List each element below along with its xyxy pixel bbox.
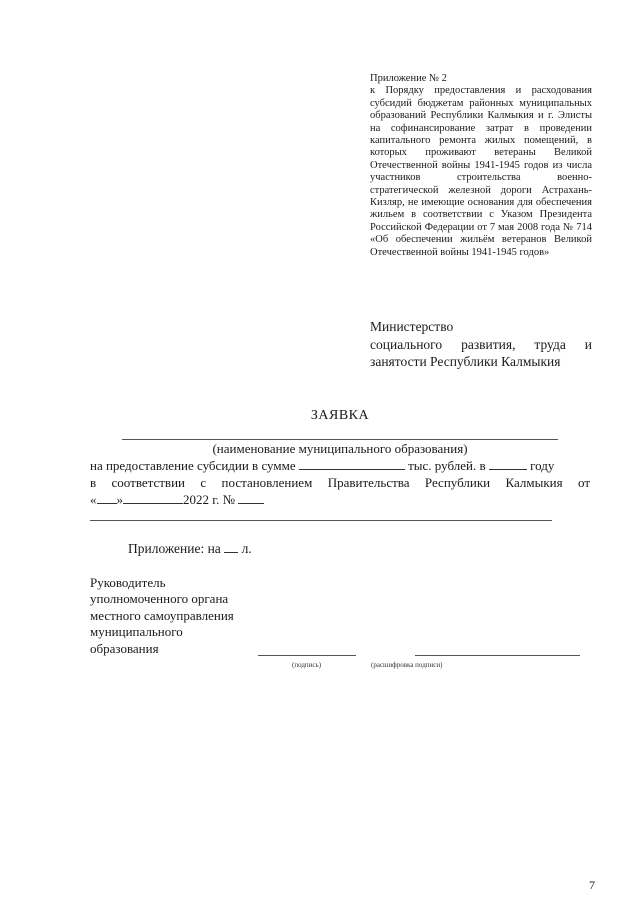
addressee-line-1: Министерство — [370, 319, 454, 334]
year-blank — [489, 458, 527, 470]
decree-month-blank — [123, 492, 183, 504]
addressee-block — [370, 318, 592, 371]
body-line-1: на предоставление субсидии в сумме тыс. рублей. в году — [90, 458, 555, 473]
body-line-3: « » 2022 г. № — [90, 491, 590, 508]
subsidy-amount-blank — [299, 458, 405, 470]
signatory-title: Руководитель уполномоченного органа местного самоуправления муниципального образования — [90, 575, 234, 656]
document-heading: ЗАЯВКА — [310, 408, 370, 423]
appendix-block — [370, 73, 592, 259]
signature-decode-caption: (расшифровка подписи) — [371, 661, 443, 669]
appendix-title: Приложение № 2 — [370, 73, 447, 84]
body-line-2: в соответствии с постановлением Правительства Республики Калмыкия от — [90, 475, 590, 490]
application-body — [90, 457, 590, 508]
decree-day-blank — [97, 492, 117, 504]
page-number: 7 — [589, 878, 595, 892]
separator-line — [90, 520, 552, 521]
addressee-line-2: социального развития, труда и — [370, 336, 592, 352]
signature-line — [258, 655, 356, 656]
municipality-name-line — [122, 439, 558, 440]
signature-decode-line — [415, 655, 580, 656]
appendix-text: к Порядку предоставления и расходования субсидий бюджетам районных муниципальных образований Республики Калмыкия и г. Элисты на софинансирование затрат в проведении капитального ремонта жилых помещений, в которых проживают ветераны Великой Отечественной войны 1941-1945 годов из числа участников строительства военно-стратегической железной дороги Астрахань-Кизляр, не имеющие основания для обеспечения жильем в соответствии с Указом Президента Российской Федерации от 7 мая 2008 года № 714 «Об обеспечении жильём ветеранов Великой Отечественной войны 1941-1945 годов» — [370, 85, 592, 258]
municipality-name-caption: (наименование муниципального образования) — [212, 441, 468, 456]
addressee-line-3: занятости Республики Калмыкия — [370, 354, 561, 369]
signature-caption: (подпись) — [292, 661, 322, 669]
decree-number-blank — [238, 492, 264, 504]
page-count-blank — [224, 541, 238, 553]
attachment-line: Приложение: на л. — [128, 541, 252, 556]
